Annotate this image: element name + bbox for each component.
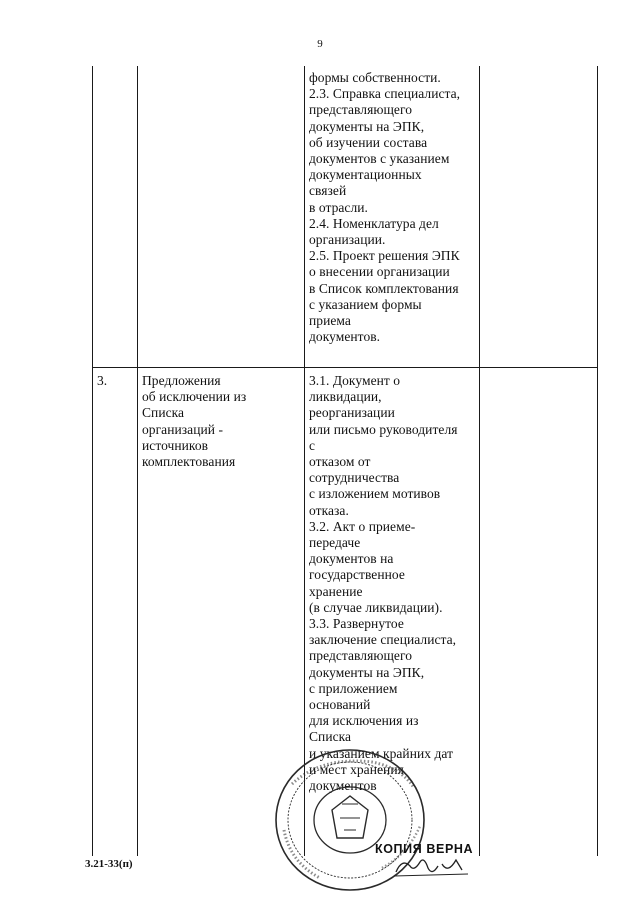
text-line: Списка [142, 405, 185, 421]
continued-documents-cell [309, 70, 460, 345]
text-line: хранение [309, 583, 363, 599]
text-line: приема [309, 313, 351, 329]
text-line: об исключении из [142, 389, 247, 405]
text-line: заключение специалиста, [309, 632, 457, 648]
text-line: о внесении организации [309, 264, 450, 280]
text-line: документы на ЭПК, [309, 118, 425, 134]
row-3-procedure-cell [142, 373, 246, 470]
text-line: ликвидации, [309, 389, 382, 405]
page-number: 9 [317, 38, 323, 50]
text-line: Списка [309, 729, 352, 745]
text-line: оснований [309, 697, 371, 713]
table-border-left [92, 66, 93, 856]
row-divider [92, 367, 598, 368]
text-line: организации. [309, 232, 386, 248]
text-line: в Список комплектования [309, 280, 459, 296]
handwritten-signature [392, 852, 472, 880]
text-line: 2.4. Номенклатура дел [309, 215, 439, 231]
text-line: 3.3. Развернутое [309, 616, 404, 632]
text-line: отказа. [309, 502, 349, 518]
text-line: документов. [309, 329, 381, 345]
text-line: документационных [309, 167, 422, 183]
text-line: и указанием крайних дат [309, 745, 454, 761]
text-line: Предложения [142, 373, 221, 388]
text-line: об изучении состава [309, 134, 428, 150]
copy-certified-stamp: КОПИЯ ВЕРНА [375, 842, 474, 856]
text-line: с [309, 437, 316, 453]
text-line: представляющего [309, 648, 413, 664]
text-line: отказом от [309, 454, 371, 470]
text-line: с указанием формы [309, 296, 422, 312]
text-line: формы собственности. [309, 70, 441, 85]
document-code: 3.21-33(п) [85, 858, 133, 870]
text-line: 3.2. Акт о приеме- [309, 518, 416, 534]
text-line: (в случае ликвидации). [309, 599, 443, 615]
row-3-documents-cell [309, 373, 458, 794]
text-line: с изложением мотивов [309, 486, 441, 502]
text-line: 3.1. Документ о [309, 373, 401, 388]
text-line: реорганизации [309, 405, 395, 421]
text-line: 2.5. Проект решения ЭПК [309, 248, 460, 264]
text-line: организаций - [142, 421, 223, 437]
text-line: документы на ЭПК, [309, 664, 425, 680]
text-line: для исключения из [309, 713, 419, 729]
column-divider-documents [479, 66, 480, 856]
text-line: государственное [309, 567, 405, 583]
text-line: передаче [309, 535, 361, 551]
text-line: 2.3. Справка специалиста, [309, 86, 461, 102]
text-line: в отрасли. [309, 199, 368, 215]
text-line: документов с указанием [309, 151, 450, 167]
row-3-number-cell: 3. [97, 373, 108, 388]
text-line: документов на [309, 551, 394, 567]
table-border-right [597, 66, 598, 856]
text-line: документов [309, 778, 377, 794]
text-line: связей [309, 183, 347, 199]
text-line: с приложением [309, 680, 398, 696]
text-line: сотрудничества [309, 470, 400, 486]
text-line: представляющего [309, 102, 413, 118]
text-line: комплектования [142, 454, 236, 470]
text-line: и мест хранения [309, 761, 404, 777]
text-line: или письмо руководителя [309, 421, 458, 437]
column-divider-number [137, 66, 138, 856]
text-line: источников [142, 437, 209, 453]
